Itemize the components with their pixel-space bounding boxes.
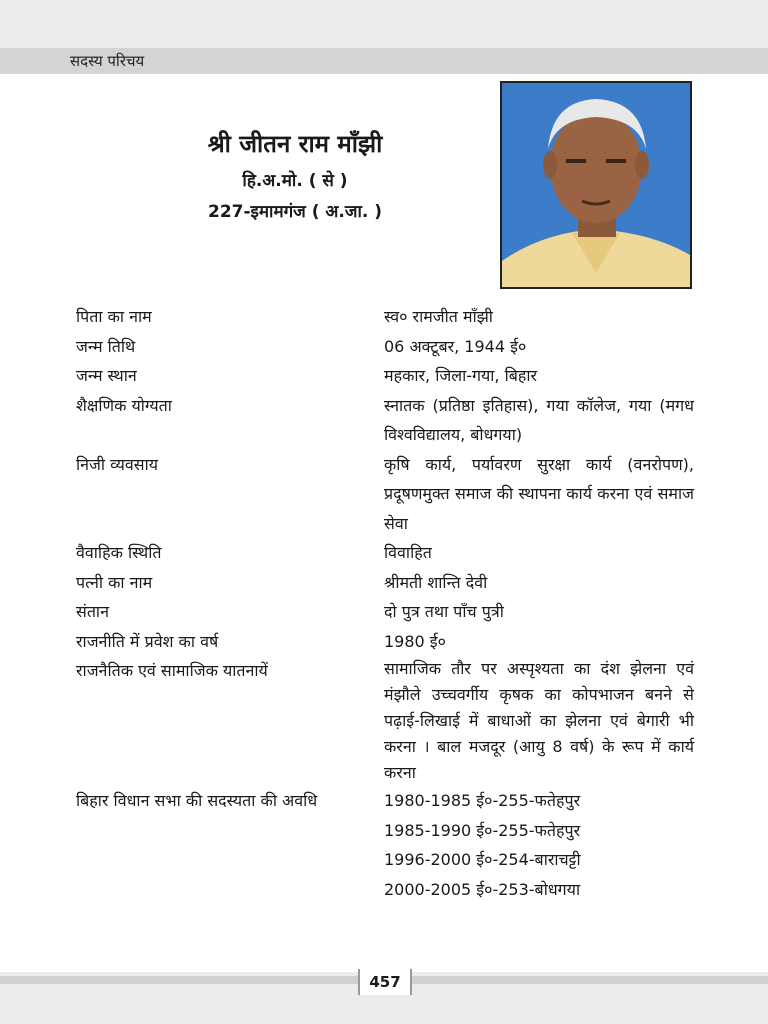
detail-value: सामाजिक तौर पर अस्पृश्यता का दंश झेलना एवं मंझौले उच्चवर्गीय कृषक का कोपभाजन बनने से पढ़ाई-लिखाई में बाधाओं का झेलना एवं बेगारी भी करना । बाल मजदूर (आयु 8 वर्ष) के रूप में कार्य करना xyxy=(384,659,694,782)
detail-label-line: की अवधि xyxy=(260,791,318,810)
page-number: 457 xyxy=(358,969,412,995)
detail-row-marital-status xyxy=(0,538,768,568)
detail-label-line: बिहार विधान सभा की सदस्यता xyxy=(76,791,256,810)
detail-row-spouse xyxy=(0,568,768,598)
member-party: हि.अ.मो. ( से ) xyxy=(242,171,348,191)
detail-label: शैक्षणिक योग्यता xyxy=(76,395,172,415)
detail-row-children xyxy=(0,597,768,627)
term-entry: 1980-1985 ई०-255-फतेहपुर xyxy=(384,791,581,810)
detail-row-politics-entry xyxy=(0,627,768,657)
detail-label: जन्म तिथि xyxy=(76,336,136,356)
section-header: सदस्य परिचय xyxy=(70,52,145,70)
detail-value: श्रीमती शान्ति देवी xyxy=(384,572,488,592)
detail-row-education xyxy=(0,391,768,450)
member-name: श्री जीतन राम माँझी xyxy=(207,130,383,158)
detail-row-birth-date xyxy=(0,332,768,362)
term-entry: 1996-2000 ई०-254-बाराचट्टी xyxy=(384,850,581,869)
detail-row-occupation xyxy=(0,450,768,539)
detail-label: पिता का नाम xyxy=(76,307,152,326)
detail-value: कृषि कार्य, पर्यावरण सुरक्षा कार्य (वनरोपण), प्रदूषणमुक्त समाज की स्थापना कार्य करना एवं समाज सेवा xyxy=(384,454,694,533)
detail-label: वैवाहिक स्थिति xyxy=(76,543,162,562)
detail-value: महकार, जिला-गया, बिहार xyxy=(384,366,538,385)
details-list xyxy=(0,302,768,904)
term-entry: 2000-2005 ई०-253-बोधगया xyxy=(384,879,581,899)
detail-value: दो पुत्र तथा पाँच पुत्री xyxy=(384,602,504,621)
detail-value xyxy=(384,786,694,904)
detail-row-assembly-terms xyxy=(0,786,768,904)
detail-row-father xyxy=(0,302,768,332)
detail-label: राजनैतिक एवं सामाजिक यातनायें xyxy=(76,661,268,680)
detail-label xyxy=(76,786,366,816)
detail-value: विवाहित xyxy=(384,543,432,562)
detail-value: 1980 ई० xyxy=(384,631,446,651)
detail-label: पत्नी का नाम xyxy=(76,572,153,592)
detail-label: राजनीति में प्रवेश का वर्ष xyxy=(76,631,219,651)
detail-label: निजी व्यवसाय xyxy=(76,454,159,474)
detail-row-birth-place xyxy=(0,361,768,391)
member-constituency: 227-इमामगंज ( अ.जा. ) xyxy=(207,202,383,222)
detail-value: स्व० रामजीत माँझी xyxy=(384,307,493,326)
term-entry: 1985-1990 ई०-255-फतेहपुर xyxy=(384,820,581,840)
detail-label: संतान xyxy=(76,602,109,621)
detail-label: जन्म स्थान xyxy=(76,366,137,385)
member-photo xyxy=(500,81,692,289)
detail-value: 06 अक्टूबर, 1944 ई० xyxy=(384,336,527,356)
detail-row-hardships xyxy=(0,656,768,786)
detail-value: स्नातक (प्रतिष्ठा इतिहास), गया कॉलेज, गया (मगध विश्वविद्यालय, बोधगया) xyxy=(384,395,694,444)
